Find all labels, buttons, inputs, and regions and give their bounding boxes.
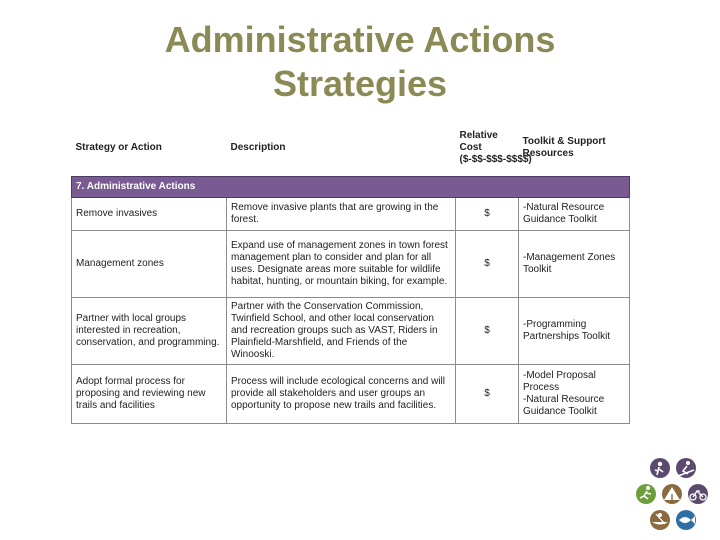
table-row bbox=[72, 198, 630, 231]
section-row bbox=[72, 177, 630, 198]
section-label: 7. Administrative Actions bbox=[72, 177, 630, 198]
cell-toolkit bbox=[519, 231, 630, 298]
bicycle-icon bbox=[688, 484, 708, 504]
hiker-icon bbox=[650, 458, 670, 478]
table-row bbox=[72, 365, 630, 424]
canoe-icon bbox=[650, 510, 670, 530]
cell-description: Process will include ecological concerns and will provide all stakeholders and user groups an opportunity to propose new trails and facilities. bbox=[227, 365, 456, 424]
page-title bbox=[90, 18, 630, 106]
table-row bbox=[72, 231, 630, 298]
cell-description: Remove invasive plants that are growing in the forest. bbox=[227, 198, 456, 231]
toolkit-item: -Natural Resource Guidance Toolkit bbox=[523, 202, 605, 225]
cell-description: Partner with the Conservation Commission, Twinfield School, and other local conservation and recreation groups such as VAST, Riders in Plainfield-Marshfield, and Friends of the Winooski. bbox=[227, 298, 456, 365]
camping-icon bbox=[662, 484, 682, 504]
cell-toolkit bbox=[519, 198, 630, 231]
cell-strategy: Remove invasives bbox=[72, 198, 227, 231]
title-line-2: Strategies bbox=[272, 63, 448, 104]
cell-cost: $ bbox=[456, 198, 519, 231]
cell-description: Expand use of management zones in town forest management plan to consider and plan for all uses. Designate areas more suitable for wildlife habitat, hunting, or mountain biking, for example. bbox=[227, 231, 456, 298]
cell-cost: $ bbox=[456, 365, 519, 424]
recreation-icons bbox=[632, 456, 712, 536]
cell-strategy: Adopt formal process for proposing and reviewing new trails and facilities bbox=[72, 365, 227, 424]
cell-cost: $ bbox=[456, 298, 519, 365]
header-cost: Relative Cost ($-$$-$$$-$$$$) bbox=[459, 130, 532, 165]
fish-icon bbox=[676, 510, 696, 530]
toolkit-item: -Model Proposal Process bbox=[523, 370, 596, 393]
cell-strategy: Management zones bbox=[72, 231, 227, 298]
strategies-table bbox=[71, 120, 630, 424]
table-header-row bbox=[72, 120, 630, 177]
cell-strategy: Partner with local groups interested in recreation, conservation, and programming. bbox=[72, 298, 227, 365]
table-row bbox=[72, 298, 630, 365]
header-description: Description bbox=[230, 142, 286, 153]
toolkit-item: -Management Zones Toolkit bbox=[523, 252, 616, 275]
cell-cost: $ bbox=[456, 231, 519, 298]
runner-icon bbox=[636, 484, 656, 504]
toolkit-item: -Natural Resource Guidance Toolkit bbox=[523, 394, 605, 417]
cell-toolkit bbox=[519, 365, 630, 424]
header-strategy: Strategy or Action bbox=[75, 142, 162, 153]
title-line-1: Administrative Actions bbox=[164, 19, 556, 60]
cell-toolkit bbox=[519, 298, 630, 365]
toolkit-item: -Programming Partnerships Toolkit bbox=[523, 319, 611, 342]
skier-icon bbox=[676, 458, 696, 478]
header-toolkit: Toolkit & Support Resources bbox=[522, 136, 606, 159]
